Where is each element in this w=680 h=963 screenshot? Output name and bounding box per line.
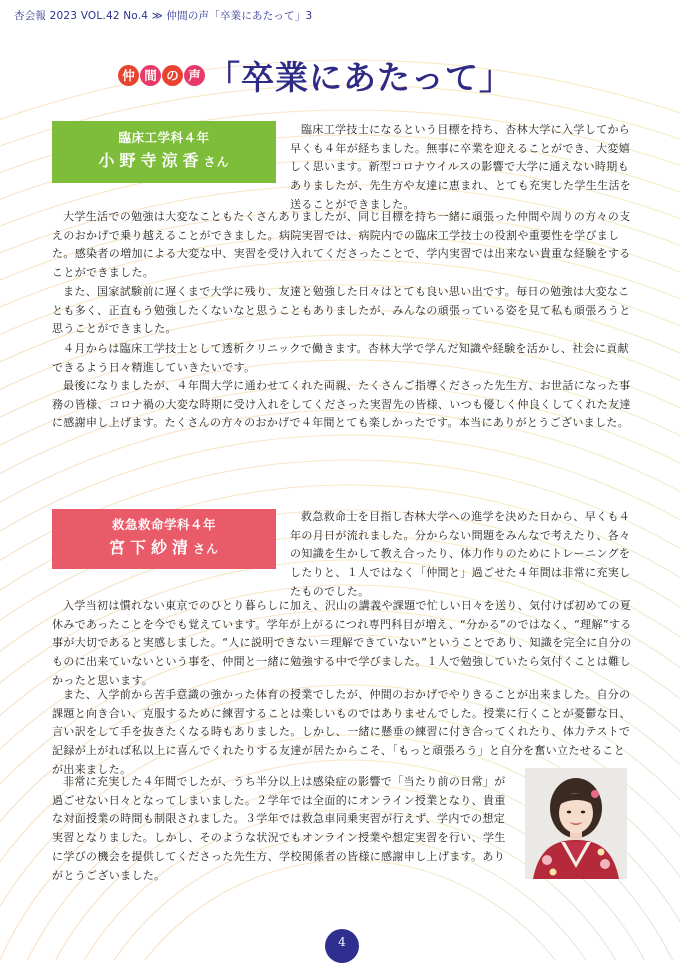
title-badge: 声	[184, 65, 205, 86]
student-name-text: 小野寺涼香	[98, 151, 204, 170]
page-number: 4	[325, 929, 359, 963]
honorific: さん	[193, 542, 220, 556]
paragraph: ４月からは臨床工学技士として透析クリニックで働きます。杏林大学で学んだ知識や経験を活かし、社会に貢献できるよう日々精進していきたいです。	[52, 342, 629, 374]
student-name-text: 宮下紗清	[108, 538, 193, 557]
title-badge: 仲	[118, 65, 139, 86]
title-badges	[118, 65, 205, 86]
honorific: さん	[203, 155, 230, 169]
graduate-portrait-photo	[525, 768, 627, 879]
paragraph: また、入学前から苦手意識の強かった体育の授業でしたが、仲間のおかげでやりきることが出来ました。自分の課題と向き合い、克服するために練習することは楽しいものではありませんでした。授業に行くことが憂鬱な日、言い訳をして手を抜きたくなる時もありました。しかし、一緒に懸垂の練習に付き合ってくれたり、体力テストで記録が上がれば私以上に喜んでくれたりする友達が居たからこそ、「もっと頑張ろう」と自分を奮い立たせることが出来ました。	[52, 688, 631, 776]
paragraph: 救急救命士を目指し杏林大学への進学を決めた日から、早くも４年の月日が流れました。分からない問題をみんなで考えたり、各々の知識を生かして教え合ったり、体力作りのためにトレーニングをしたりと、１人ではなく「仲間と」過ごせた４年間は非常に充実したものでした。	[290, 510, 631, 598]
title-badge: 間	[140, 65, 161, 86]
student-name	[52, 536, 276, 561]
title-badge: の	[162, 65, 183, 86]
paragraph: 入学当初は慣れない東京でのひとり暮らしに加え、沢山の講義や課題で忙しい日々を送り、気付けば初めての夏休みであったことを今でも覚えています。学年が上がるにつれ専門科目が増え、“分かる”のではなく、“理解”する事が大切であると実感しました。“人に説明できない＝理解できていない”ということであり、知識を完全に自分のものに出来ていないという事を、仲間と一緒に勉強する中で学びました。１人で勉強していたら気付くことは難しかったと思います。	[52, 599, 632, 687]
department-label: 救急救命学科４年	[111, 517, 216, 532]
student-name-box-2	[52, 509, 276, 569]
paragraph-text: 臨床工学技士になるという目標を持ち、杏林大学に入学してから早くも４年が経ちました。無事に卒業を迎えることができ、大変嬉しく思います。新型コロナウイルスの影響で大学に通えない時期もありましたが、先生方や友達に恵まれ、とても充実した学生生活を送ることができました。	[290, 123, 632, 211]
student-name	[52, 149, 276, 174]
paragraph	[290, 121, 632, 215]
paragraph: 非常に充実した４年間でしたが、うち半分以上は感染症の影響で「当たり前の日常」が過ごせない日々となってしまいました。２学年では全面的にオンライン授業となり、貴重な対面授業の時間も制限されました。３学年では救急車同乗実習が行えず、学内での想定実習となりました。しかし、そのような状況でもオンライン授業や想定実習を行い、学生に学びの機会を提供してくださった先生方、学校関係者の皆様に感謝申し上げます。ありがとうございました。	[52, 775, 506, 882]
department-label: 臨床工学科４年	[118, 130, 210, 145]
paragraph: 大学生活での勉強は大変なこともたくさんありましたが、同じ目標を持ち一緒に頑張った仲間や周りの方々の支えのおかげで乗り越えることができました。病院実習では、病院内での臨床工学技士の役割や重要性を学びました。感染者の増加による大変な中、実習を受け入れてくださったことで、学内実習では出来ない貴重な経験をすることができました。	[52, 210, 631, 280]
paragraph: 最後になりましたが、４年間大学に通わせてくれた両親、たくさんご指導くださった先生方、お世話になった事務の皆様、コロナ禍の大変な時期に受け入れをしてくださった実習先の皆様、いつも優しく仲良くしてくれた友達に感謝申し上げます。たくさんの方々のおかげで４年間とても楽しかったです。本当にありがとうございました。	[52, 379, 631, 430]
title-main: 「卒業にあたって」	[207, 57, 513, 97]
student-name-box-1	[52, 121, 276, 183]
page-title	[118, 52, 513, 98]
paragraph: また、国家試験前に遅くまで大学に残り、友達と勉強した日々はとても良い思い出です。毎日の勉強は大変なことも多く、正直もう勉強したくないなと思うこともありましたが、みんなの頑張っている姿を見て私も頑張ろうと思うことができました。	[52, 285, 631, 336]
running-header: 杏会報 2023 VOL.42 No.4 ≫ 仲間の声「卒業にあたって」3	[14, 10, 313, 22]
